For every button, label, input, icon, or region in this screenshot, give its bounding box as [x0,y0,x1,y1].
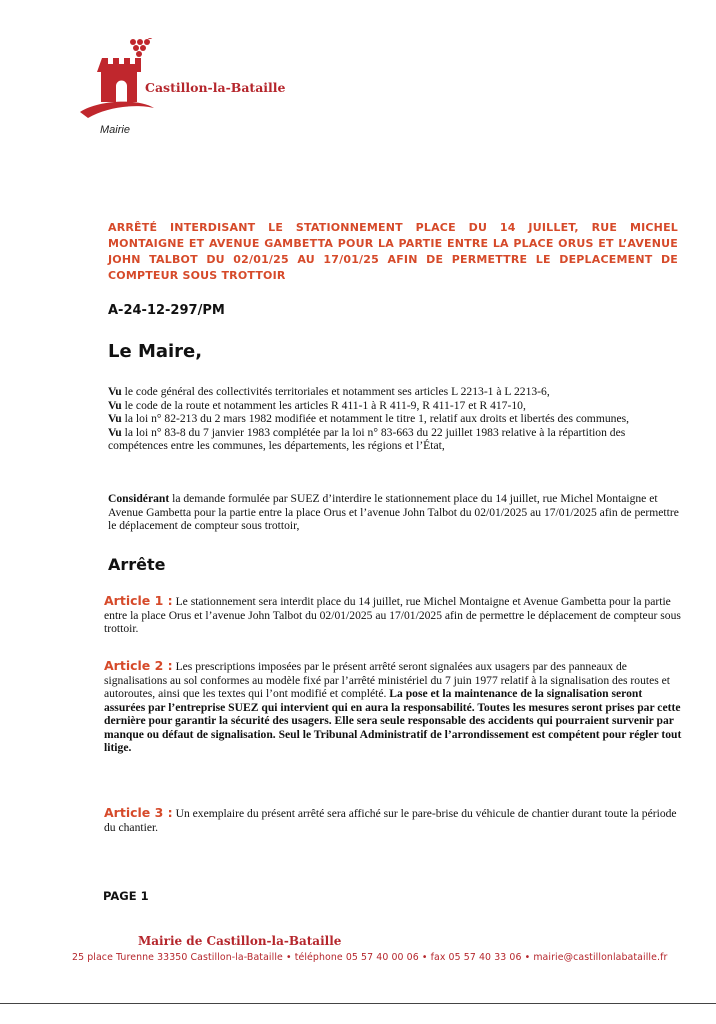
article-label: Article 2 : [104,658,173,673]
decree-title: ARRÊTÉ INTERDISANT LE STATIONNEMENT PLACE DU 14 JUILLET, RUE MICHEL MONTAIGNE ET AVENUE GAMBETTA POUR LA PARTIE ENTRE LA PLACE ORUS ET L’AVENUE JOHN TALBOT DU 02/01/25 AU 17/01/25 AFIN DE PERMETTRE LE DEPLACEMENT DE COMPTEUR SOUS TROTTOIR [108,221,678,282]
considerant-clause: Considérant la demande formulée par SUEZ d’interdire le stationnement place du 14 juillet, rue Michel Montaigne et Avenue Gambetta pour la partie entre la place Orus et l’avenue John Talbot du 02/01/2025 au 17/01/2025 afin de permettre le déplacement de compteur sous trottoir, [108,492,679,532]
decree-reference: A-24-12-297/PM [108,303,225,318]
footer-title: Mairie de Castillon-la-Bataille [138,934,342,948]
article-1 [104,594,686,636]
article-bold-text: La pose et la maintenance de la signalisation seront assurées par l’entreprise SUEZ qui intervient qui en aura la responsabilité. Toutes les mesures seront prises par cette dernière pour garantir la sécurité des usagers. Elle sera seule responsable des accidents qui pourraient survenir par manque ou défaut de signalisation. Seul le Tribunal Administratif de l’arrondissement est compétent pour régler tout litige. [104,687,682,754]
article-3 [104,806,686,834]
mairie-label: Mairie [100,124,130,136]
le-maire-heading: Le Maire, [108,341,203,362]
vu-clause: Vu le code de la route et notamment les articles R 411-1 à R 411-9, R 411-17 et R 417-10, [108,398,526,412]
article-2 [104,659,686,755]
vu-clauses [108,385,688,453]
arrete-heading: Arrête [108,555,166,574]
town-name: Castillon-la-Bataille [145,80,286,95]
vu-clause: Vu le code général des collectivités territoriales et notamment ses articles L 2213-1 à L 2213-6, [108,385,550,398]
vu-clause: Vu la loi n° 83-8 du 7 janvier 1983 complétée par la loi n° 83-663 du 22 juillet 1983 relative à la répartition des compétences entre les communes, les départements, les régions et l’État, [108,425,626,452]
vu-clause: Vu la loi n° 82-213 du 2 mars 1982 modifiée et notamment le titre 1, relatif aux droits et libertés des communes, [108,412,629,425]
footer-divider [0,1003,716,1004]
article-label: Article 3 : [104,805,173,820]
article-label: Article 1 : [104,593,173,608]
article-text: Le stationnement sera interdit place du 14 juillet, rue Michel Montaigne et Avenue Gambetta pour la partie entre la place Orus et l’avenue John Talbot du 02/01/2025 au 17/01/2025 afin de permettre le déplacement de compteur sous trottoir. [104,595,681,635]
footer-address: 25 place Turenne 33350 Castillon-la-Bataille • téléphone 05 57 40 00 06 • fax 05 57 40 33 06 • mairie@castillonlabataille.fr [72,952,668,963]
article-text: Un exemplaire du présent arrêté sera affiché sur le pare-brise du véhicule de chantier durant toute la période du chantier. [104,807,677,834]
page-number: PAGE 1 [103,889,149,903]
article-text: Les prescriptions imposées par le présent arrêté seront signalées aux usagers par des panneaux de signalisations au sol conformes au modèle fixé par l’arrêté ministériel du 7 juin 1977 relatif à la signalisation des routes et autoroutes, ainsi que les textes qui l’ont modifié et complété. [104,660,671,700]
